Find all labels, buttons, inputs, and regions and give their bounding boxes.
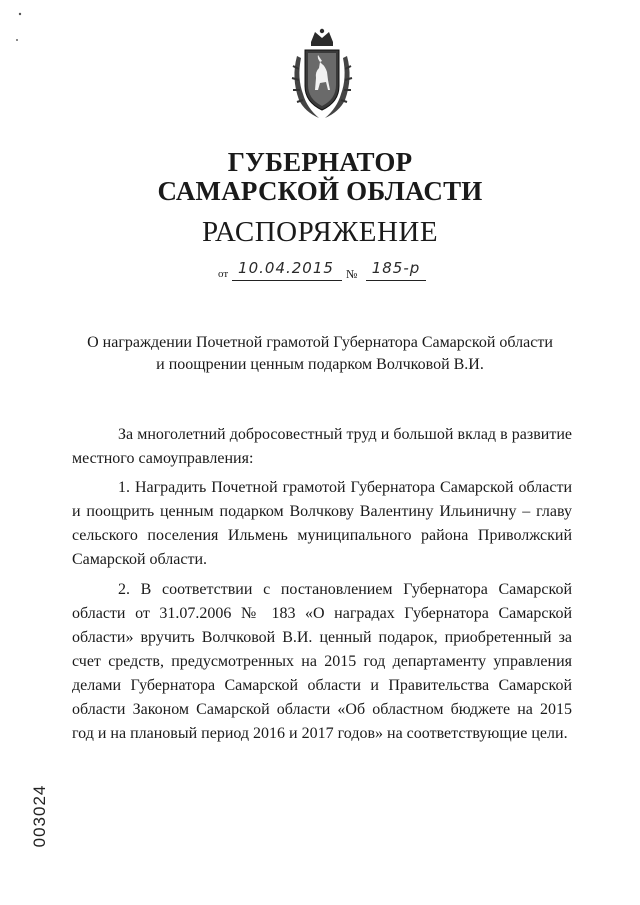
coat-of-arms-emblem [287,28,357,122]
serial-number: 003024 [30,784,49,848]
date-number-line [218,259,448,285]
authority-title-line2: САМАРСКОЙ ОБЛАСТИ [157,176,483,206]
intro-paragraph: За многолетний добросовестный труд и большой вклад в развитие местного самоуправления: [72,426,572,467]
subject-line1: О награждении Почетной грамотой Губернатора Самарской области [87,334,553,351]
handwritten-date: 10.04.2015 [238,259,334,277]
clause-1: 1. Наградить Почетной грамотой Губернатора Самарской области и поощрить ценным подарком Волчкову Валентину Ильиничну – главу сельского поселения Ильмень муниципального района Приволжский Самарской области. [72,479,572,568]
document-body [72,423,572,746]
margin-serial-stamp [18,784,68,850]
number-underline [366,280,426,281]
subject-line2: и поощрении ценным подарком Волчковой В.И. [156,356,484,373]
authority-title-line1: ГУБЕРНАТОР [227,147,413,177]
clause-2: 2. В соответствии с постановлением Губернатора Самарской области от 31.07.2006 № 183 «О наградах Губернатора Самарской области» вручить Волчковой В.И. ценный подарок, приобретенный за счет средств, предусмотренных на 2015 год департаменту управления делами Губернатора Самарской области и Правительства Самарской области Законом Самарской области «Об областном бюджете на 2015 год и на плановый период 2016 и 2017 годов» на соответствующие цели. [72,581,572,742]
date-prefix-label: от [218,268,229,280]
number-label: № [346,267,358,281]
document-type-title: РАСПОРЯЖЕНИЕ [201,216,439,248]
date-underline [232,280,342,281]
handwritten-number: 185-р [371,259,421,277]
